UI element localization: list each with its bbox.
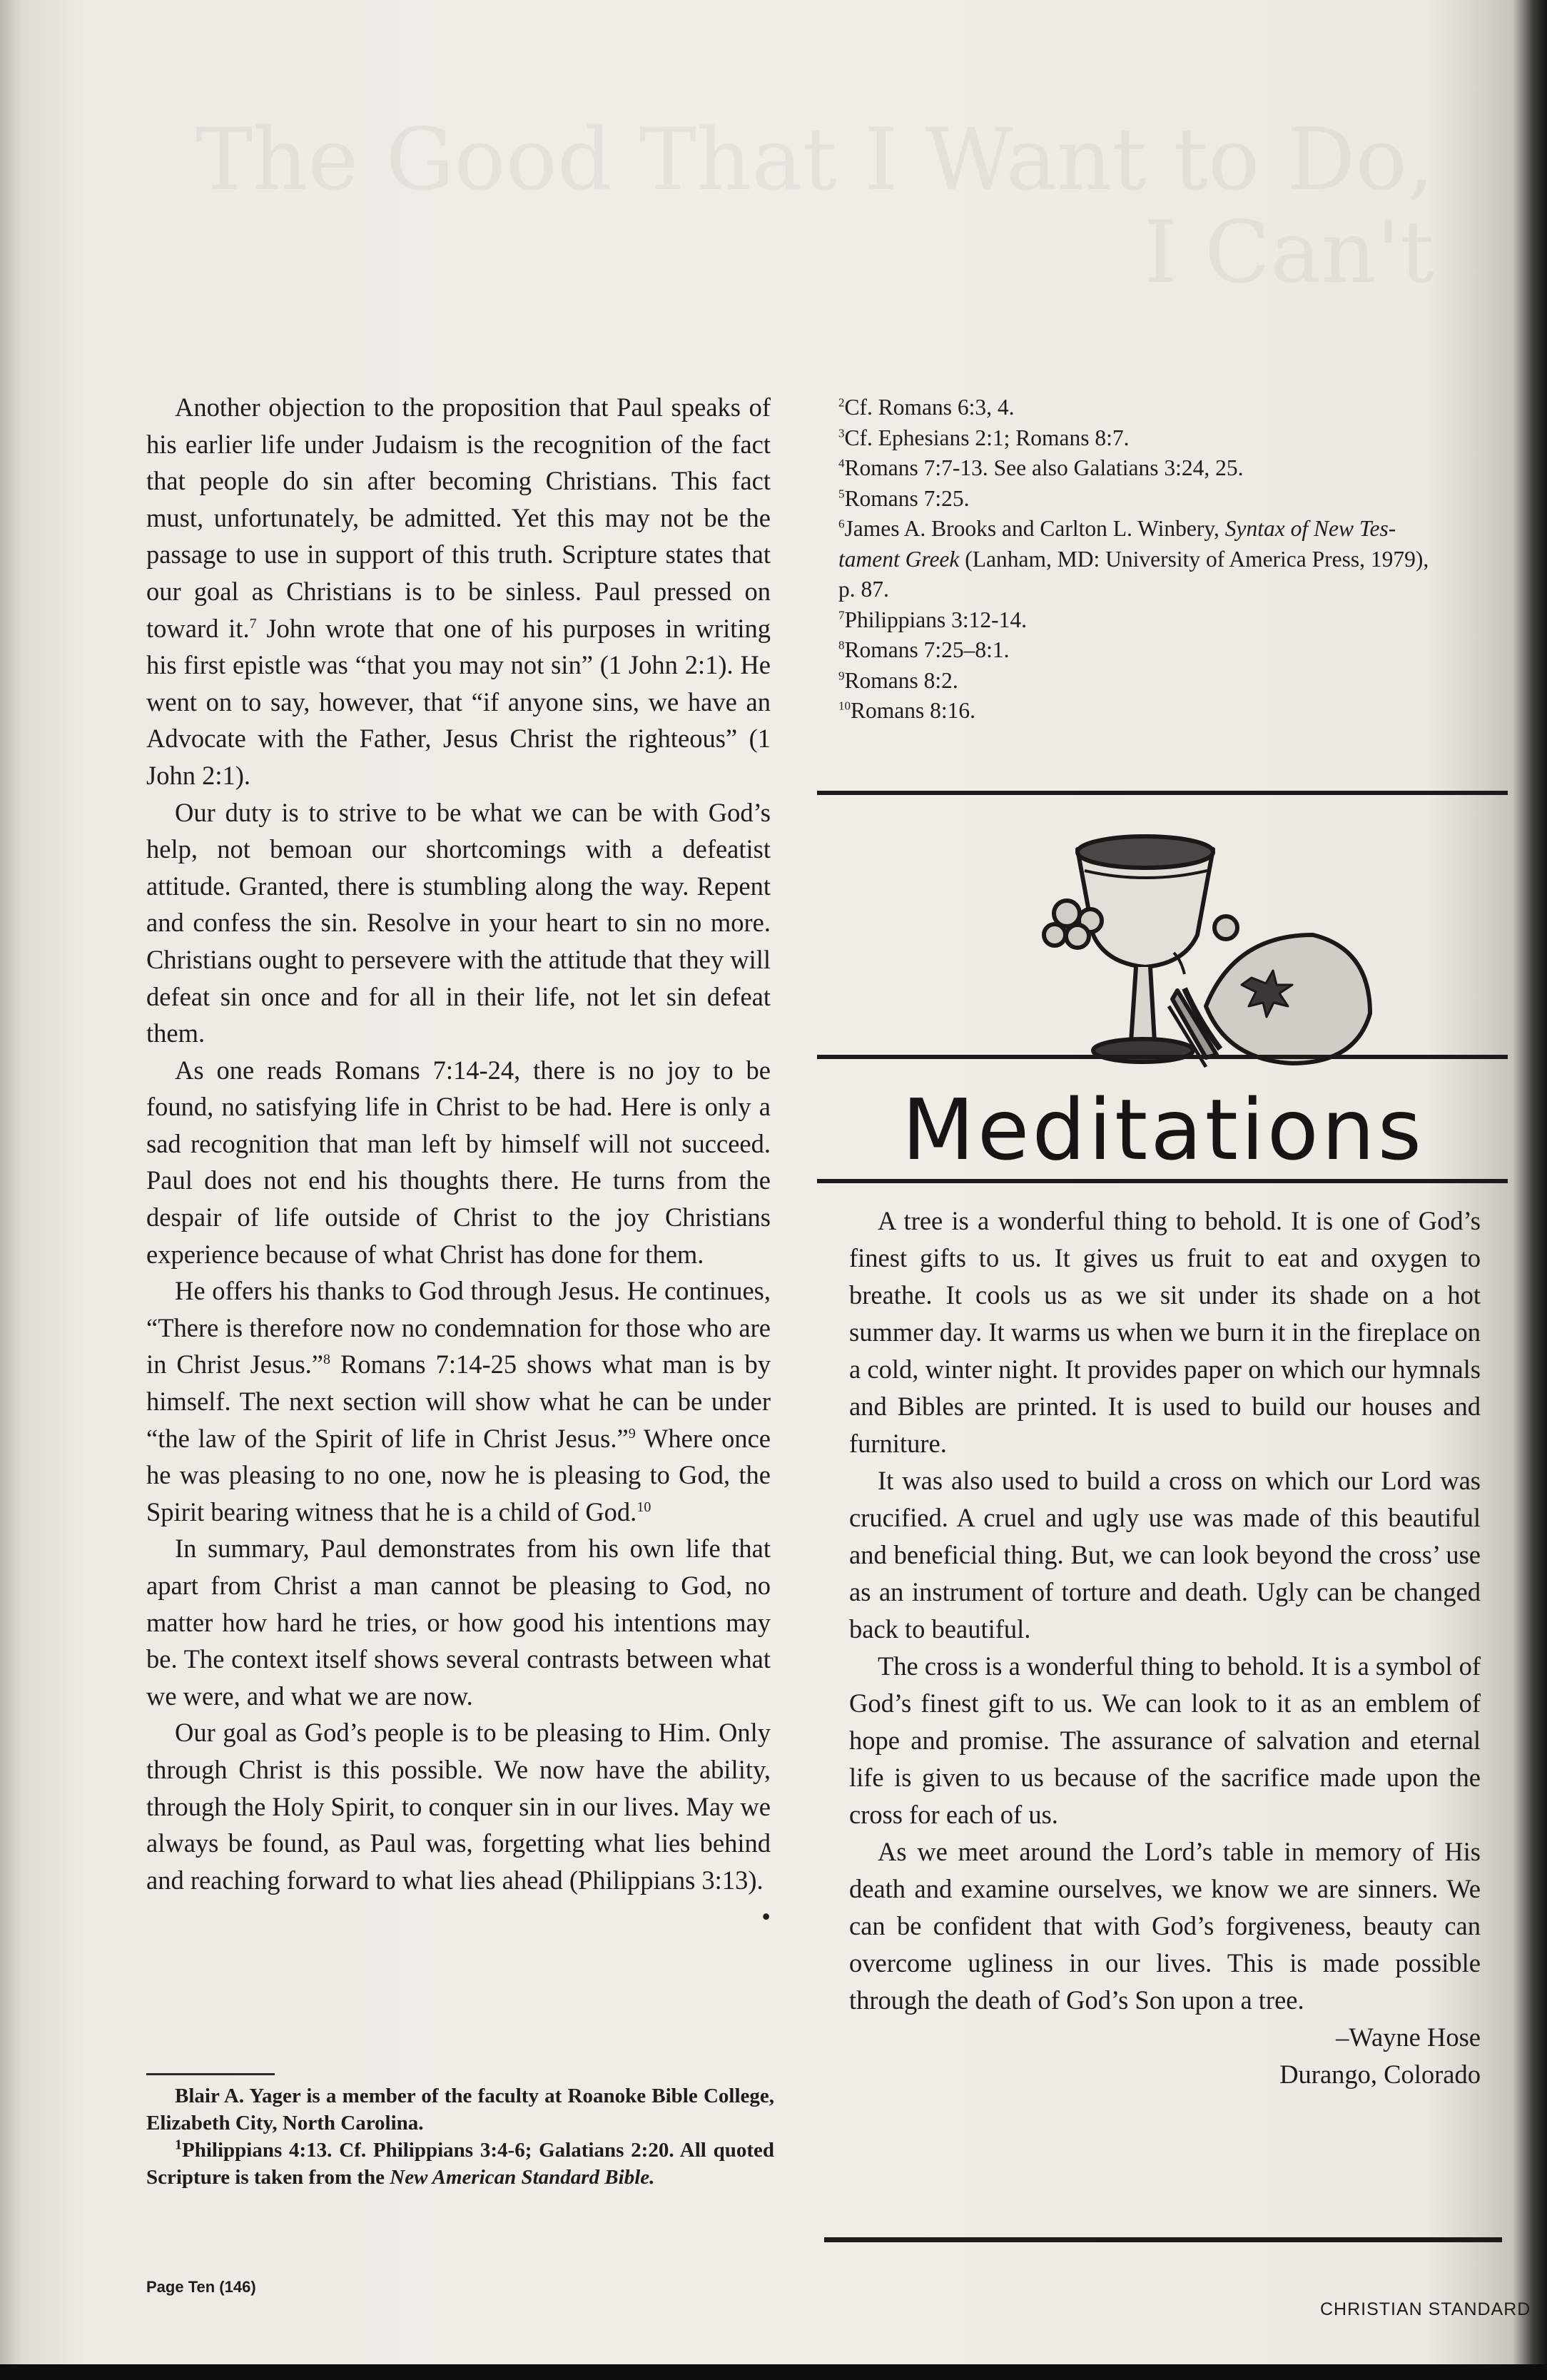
right-footnotes — [838, 393, 1520, 726]
author-bio: Blair A. Yager is a member of the faculty at Roanoke Bible College, Elizabeth City, North Carolina. — [146, 2085, 774, 2135]
meditation-paragraph: It was also used to build a cross on which our Lord was crucified. A cruel and ugly use was made of this beautiful and beneficial thing. But, we can look beyond the cross’ use as an instrument of torture and death. Ugly can be changed back to beautiful. — [849, 1466, 1481, 1644]
meditation-paragraph: As we meet around the Lord’s table in memory of His death and examine ourselves, we know we are sinners. We can be confident that with God’s forgiveness, beauty can overcome ugliness in our lives. This is made possible through the death of God’s Son upon a tree. — [849, 1837, 1481, 2015]
left-footnotes — [146, 2082, 774, 2191]
meditation-body — [849, 1202, 1481, 2093]
meditation-paragraph: The cross is a wonderful thing to behold. It is a symbol of God’s finest gift to us. We can look to it as an emblem of hope and promise. The assurance of salvation and eternal life is given to us because of the sacrifice made upon the cross for each of us. — [849, 1651, 1481, 1829]
footnote-ref: 8 — [323, 1352, 330, 1368]
footnote-ref: 7 — [249, 615, 257, 632]
footnote-item: $^2$Cf. Romans 6:3, 4. — [838, 395, 1015, 420]
footnote-item: $^8$Romans 7:25–8:1. — [838, 637, 1010, 662]
footnote-item: $^3$Cf. Ephesians 2:1; Romans 8:7. — [838, 425, 1130, 450]
article-body — [146, 389, 771, 1935]
article-paragraph: Another objection to the proposition that Paul speaks of his earlier life under Judaism is the recognition of the fact that people do sin after becoming Christians. This fact must, unfortunately, be admitted. Yet this may not be the passage to use in support of this truth. Scripture states that our goal as Christians is to be sinless. Paul pressed on toward it.$^7$ John wrote that one of his purposes in writing his first epistle was “that you may not sin” (1 John 2:1). He went on to say, however, that “if anyone sins, we have an Advocate with the Father, Jesus Christ the righteous” (1 John 2:1). — [146, 393, 771, 790]
show-through-heading: The Good That I Want to Do, I Can't — [196, 111, 1434, 303]
article-paragraph: In summary, Paul demonstrates from his own life that apart from Christ a man cannot be pleasing to God, no matter how hard he tries, or how good his intentions may be. The context itself shows several contrasts between what we were, and what we are now. — [146, 1534, 771, 1711]
meditation-paragraph: A tree is a wonderful thing to behold. It is one of God’s finest gifts to us. It gives us fruit to eat and oxygen to breathe. It cools us as we sit under its shade on a hot summer day. It warms us when we burn it in the fireplace on a cold, winter night. It provides paper on which our hymnals and Bibles are printed. It is used to build our houses and furniture. — [849, 1206, 1481, 1458]
communion-cup-icon — [970, 828, 1399, 1092]
footnote-item: tament Greek (Lanham, MD: University of America Press, 1979), — [838, 546, 1429, 572]
page-number: Page Ten (146) — [146, 2278, 256, 2296]
footnote-item: $^5$Romans 7:25. — [838, 485, 970, 511]
footnote-divider — [146, 2073, 275, 2075]
article-paragraph: Our duty is to strive to be what we can be with God’s help, not bemoan our shortcomings with a defeatist attitude. Granted, there is stumbling along the way. Repent and confess the sin. Resolve in your heart to sin no more. Christians ought to persevere with the attitude that they will defeat sin once and for all in their life, not let sin defeat them. — [146, 797, 771, 1048]
article-paragraph: Our goal as God’s people is to be pleasing to Him. Only through Christ is this possible. We now have the ability, through the Holy Spirit, to conquer sin in our lives. May we always be found, as Paul was, forgetting what lies behind and reaching forward to what lies ahead (Philippians 3:13). • — [146, 1714, 771, 1898]
article-paragraph: As one reads Romans 7:14-24, there is no joy to be found, no satisfying life in Christ to be had. Here is only a sad recognition that man left by himself will not succeed. Paul does not end his thoughts there. He turns from the despair of life outside of Christ to the joy Christians experience because of what Christ has done for them. — [146, 1055, 771, 1269]
footnote-ref: 10 — [636, 1499, 651, 1515]
section-rule — [817, 1179, 1508, 1183]
footnote-item: $^{10}$Romans 8:16. — [838, 698, 976, 723]
journal-name: CHRISTIAN STANDARD — [1320, 2299, 1531, 2319]
article-paragraph: He offers his thanks to God through Jesus. He continues, “There is therefore now no condemnation for those who are in Christ Jesus.”$^8$ Romans 7:14-25 shows what man is by himself. The next section will show what he can be under “the law of the Spirit of life in Christ Jesus.”$^9$ Where once he was pleasing to no one, now he is pleasing to God, the Spirit bearing witness that he is a child of God.$^{10}$ — [146, 1276, 771, 1526]
end-mark: • — [761, 1902, 771, 1932]
footnote-item: p. 87. — [838, 577, 889, 602]
section-rule — [817, 791, 1508, 795]
section-banner: Meditations — [901, 1080, 1425, 1179]
footnote-item: $^9$Romans 8:2. — [838, 667, 958, 693]
section-rule — [817, 1055, 1508, 1059]
section-rule — [824, 2237, 1502, 2242]
meditation-author: –Wayne Hose — [1336, 2022, 1481, 2052]
footnote-ref: 9 — [628, 1425, 636, 1442]
footnote-1: $^1$Philippians 4:13. Cf. Philippians 3:4-6; Galatians 2:20. All quoted Scripture is taken from the New American Standard Bible. — [146, 2137, 774, 2189]
footnote-item: $^7$Philippians 3:12-14. — [838, 607, 1028, 632]
meditation-location: Durango, Colorado — [1279, 2060, 1481, 2089]
scan-edge — [0, 2364, 1547, 2380]
footnote-item: $^6$James A. Brooks and Carlton L. Winbery, Syntax of New Tes- — [838, 516, 1396, 541]
footnote-item: $^4$Romans 7:7-13. See also Galatians 3:24, 25. — [838, 455, 1244, 480]
